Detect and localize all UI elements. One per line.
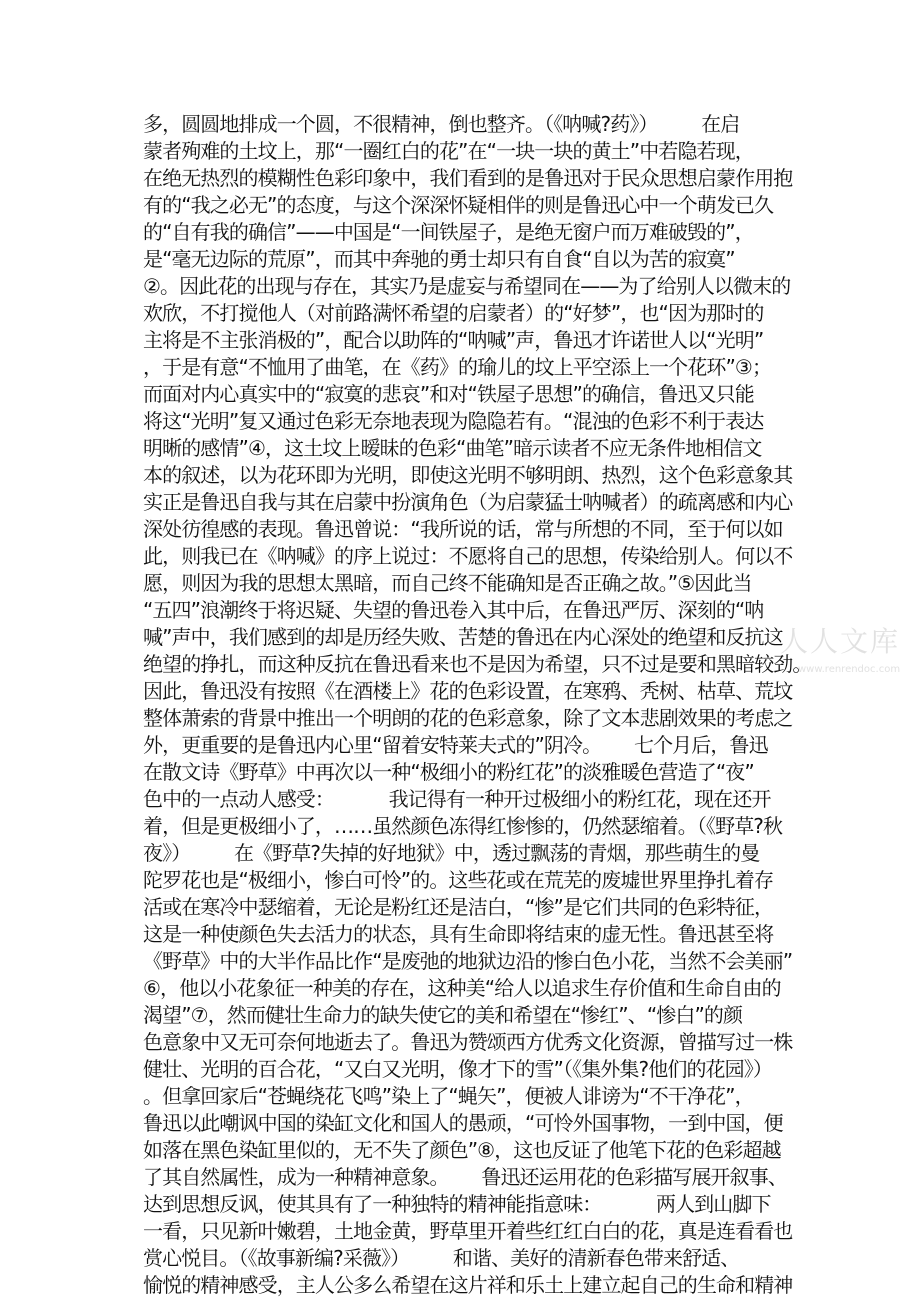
text-line: 此，则我已在《呐喊》的序上说过：不愿将自己的思想，传染给别人。何以不 xyxy=(143,544,793,568)
text-line: 欢欣，不打搅他人（对前路满怀希望的启蒙者）的“好梦”，也“因为那时的 xyxy=(143,301,764,325)
text-line: 愿，则因为我的思想太黑暗，而自己终不能确知是否正确之故。”⑤因此当 xyxy=(143,571,752,595)
text-line: 色意象中又无可奈何地逝去了。鲁迅为赞颂西方优秀文化资源，曾描写过一株 xyxy=(143,1030,793,1054)
text-line: 在散文诗《野草》中再次以一种“极细小的粉红花”的淡雅暖色营造了“夜” xyxy=(143,760,754,784)
text-line: 深处彷徨感的表现。鲁迅曾说：“我所说的话，常与所想的不同，至于何以如 xyxy=(143,517,783,541)
text-line: 《野草》中的大半作品比作“是废弛的地狱边沿的惨白色小花，当然不会美丽” xyxy=(143,949,793,973)
watermark-text: 人人文库 xyxy=(780,625,901,658)
text-line: 整体萧索的背景中推出一个明朗的花的色彩意象，除了文本悲剧效果的考虑之 xyxy=(143,706,793,730)
text-line: 而面对内心真实中的“寂寞的悲哀”和对“铁屋子思想”的确信，鲁迅又只能 xyxy=(143,382,754,406)
text-line: 将这“光明”复又通过色彩无奈地表现为隐隐若有。“混浊的色彩不利于表达 xyxy=(143,409,764,433)
text-line: 的“自有我的确信”——中国是“一间铁屋子，是绝无窗户而万难破毁的”， xyxy=(143,220,754,244)
text-line: 是“毫无边际的荒原”，而其中奔驰的勇士却只有自食“自以为苦的寂寞” xyxy=(143,247,735,271)
text-line: 愉悦的精神感受，主人公多么希望在这片祥和乐土上建立起自己的生命和精神 xyxy=(143,1273,793,1297)
text-line: 赏心悦目。（《故事新编?采薇》） 和谐、美好的清新春色带来舒适、 xyxy=(143,1246,740,1270)
text-line: 着，但是更极细小了，……虽然颜色冻得红惨惨的，仍然瑟缩着。（《野草?秋 xyxy=(143,814,783,838)
text-line: 因此，鲁迅没有按照《在酒楼上》花的色彩设置，在寒鸦、秃树、枯草、荒坟 xyxy=(143,679,793,703)
text-line: ⑥，他以小花象征一种美的存在，这种美“给人以追求生存价值和生命自由的 xyxy=(143,976,781,1000)
text-line: 有的“我之必无”的态度，与这个深深怀疑相伴的则是鲁迅心中一个萌发已久 xyxy=(143,193,774,217)
text-line: 健壮、光明的百合花，“又白又光明，像才下的雪”（《集外集?他们的花园》） xyxy=(143,1057,772,1081)
text-line: 明晰的感情”④，这土坟上暧昧的色彩“曲笔”暗示读者不应无条件地相信文 xyxy=(143,436,762,460)
text-line: 活或在寒冷中瑟缩着，无论是粉红还是洁白，“惨”是它们共同的色彩特征， xyxy=(143,895,774,919)
text-line: 一看，只见新叶嫩碧，土地金黄，野草里开着些红红白白的花，真是连看看也 xyxy=(143,1219,793,1243)
text-line: 夜》） 在《野草?失掉的好地狱》中，透过飘荡的青烟，那些萌生的曼 xyxy=(143,841,760,865)
text-line: 主将是不主张消极的”，配合以助阵的“呐喊”声，鲁迅才许诺世人以“光明” xyxy=(143,328,764,352)
text-line: 多，圆圆地排成一个圆，不很精神，倒也整齐。（《呐喊?药》） 在启 xyxy=(143,112,740,136)
text-line: 这是一种使颜色失去活力的状态，具有生命即将结束的虚无性。鲁迅甚至将 xyxy=(143,922,774,946)
watermark-url: www.renrendoc.com xyxy=(798,664,901,675)
text-line: 达到思想反讽，使其具有了一种独特的精神能指意味： 两人到山脚下 xyxy=(143,1192,771,1216)
text-line: 喊”声中，我们感到的却是历经失败、苦楚的鲁迅在内心深处的绝望和反抗这 xyxy=(143,625,783,649)
text-line: ，于是有意“不恤用了曲笔，在《药》的瑜儿的坟上平空添上一个花环”③； xyxy=(143,355,772,379)
text-line: 如落在黑色染缸里似的，无不失了颜色”⑧，这也反证了他笔下花的色彩超越 xyxy=(143,1138,781,1162)
text-line: 蒙者殉难的土坟上，那“一圈红白的花”在“一块一块的黄土”中若隐若现， xyxy=(143,139,754,163)
body-text xyxy=(143,111,812,1299)
text-line: 本的叙述，以为花环即为光明，即使这光明不够明朗、热烈，这个色彩意象其 xyxy=(143,463,793,487)
text-line: 鲁迅以此嘲讽中国的染缸文化和国人的愚顽，“可怜外国事物，一到中国，便 xyxy=(143,1111,783,1135)
text-line: ②。因此花的出现与存在，其实乃是虚妄与希望同在——为了给别人以微末的 xyxy=(143,274,791,298)
text-line: 色中的一点动人感受： 我记得有一种开过极细小的粉红花，现在还开 xyxy=(143,787,771,811)
text-line: 绝望的挣扎，而这种反抗在鲁迅看来也不是因为希望，只不过是要和黑暗较劲。 xyxy=(143,652,812,676)
text-line: 实正是鲁迅自我与其在启蒙中扮演角色（为启蒙猛士呐喊者）的疏离感和内心 xyxy=(143,490,793,514)
text-line: 陀罗花也是“极细小，惨白可怜”的。这些花或在荒芜的废墟世界里挣扎着存 xyxy=(143,868,774,892)
text-line: 在绝无热烈的模糊性色彩印象中，我们看到的是鲁迅对于民众思想启蒙作用抱 xyxy=(143,166,793,190)
text-line: 外，更重要的是鲁迅内心里“留着安特莱夫式的”阴冷。 七个月后，鲁迅 xyxy=(143,733,768,757)
text-line: “五四”浪潮终于将迟疑、失望的鲁迅卷入其中后，在鲁迅严厉、深刻的“呐 xyxy=(143,598,764,622)
text-line: 了其自然属性，成为一种精神意象。 鲁迅还运用花的色彩描写展开叙事、 xyxy=(143,1165,787,1189)
text-line: 渴望”⑦，然而健壮生命力的缺失使它的美和希望在“惨红”、“惨白”的颜 xyxy=(143,1003,743,1027)
text-line: 。但拿回家后“苍蝇绕花飞鸣”染上了“蝇矢”，便被人诽谤为“不干净花”， xyxy=(143,1084,754,1108)
